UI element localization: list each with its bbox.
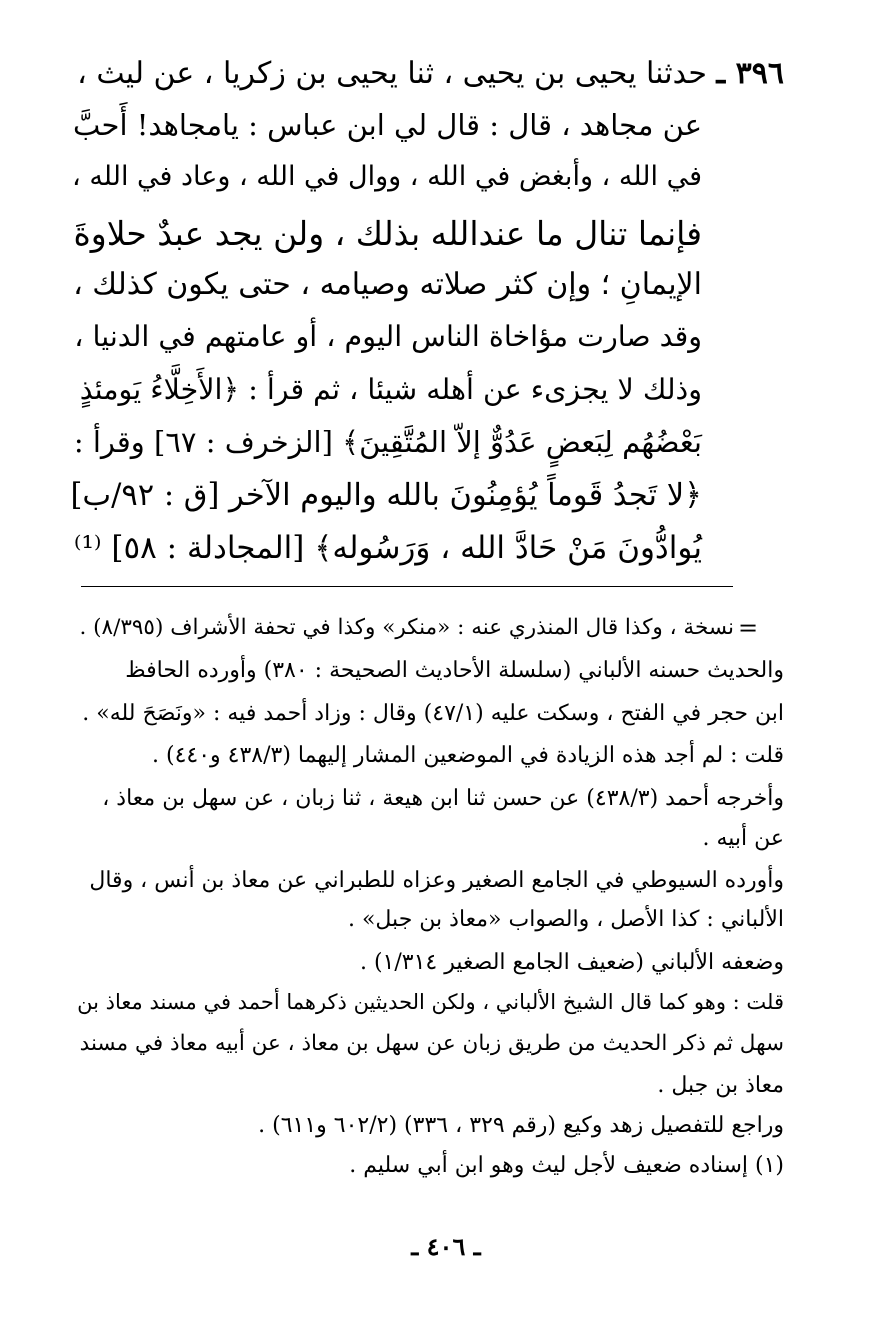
hadith-line-6: وقد صارت مؤاخاة الناس اليوم ، أو عامتهم في الدنيا ، (74, 320, 702, 353)
footnote-divider (81, 586, 733, 587)
hadith-line-2: عن مجاهد ، قال : قال لي ابن عباس : يامجاهد! أَحبَّ (73, 108, 702, 142)
footnote-line-3: ابن حجر في الفتح ، وسكت عليه (٤٧/١) وقال : وزاد أحمد فيه : «ونَصَحَ لله» . (82, 701, 784, 726)
hadith-line-8: بَعْضُهُم لِبَعضٍ عَدُوٌّ إلاّ المُتَّقِينَ﴾ [الزخرف : ٦٧] وقرأ : (73, 425, 702, 459)
hadith-number: ٣٩٦ ـ (716, 56, 784, 91)
footnote-line-1: نسخة ، وكذا قال المنذري عنه : «منكر» وكذا في تحفة الأشراف (٨/٣٩٥) . (79, 615, 734, 640)
hadith-line-7: وذلك لا يجزىء عن أهله شيئا ، ثم قرأ : ﴿الأَخِلَّاءُ يَومئذٍ (79, 373, 702, 406)
page-number: ـ ٤٠٦ ـ (411, 1232, 481, 1261)
footnote-line-8: الألباني : كذا الأصل ، والصواب «معاذ بن جبل» . (347, 907, 784, 932)
footnote-line-12: معاذ بن جبل . (657, 1073, 784, 1098)
footnote-line-14: (١) إسناده ضعيف لأجل ليث وهو ابن أبي سليم . (349, 1153, 784, 1178)
footnote-line-9: وضعفه الألباني (ضعيف الجامع الصغير ١/٣١٤) . (359, 950, 784, 975)
footnote-line-13: وراجع للتفصيل زهد وكيع (رقم ٣٢٩ ، ٣٣٦) (٦٠٢/٢ و٦١١) . (258, 1113, 784, 1138)
hadith-line-1: ٣٩٦ ـ حدثنا يحيى بن يحيى ، ثنا يحيى بن زكريا ، عن ليث ، (77, 56, 784, 91)
hadith-line-4: فإنما تنال ما عندالله بذلك ، ولن يجد عبدٌ حلاوةَ (73, 214, 702, 253)
footnote-line-4: قلت : لم أجد هذه الزيادة في الموضعين المشار إليهما (٤٣٨/٣ و٤٤٠) . (152, 743, 784, 768)
footnote-line-11: سهل ثم ذكر الحديث من طريق زبان عن سهل بن معاذ ، عن أبيه معاذ في مسند (79, 1031, 784, 1056)
footnote-line-10: قلت : وهو كما قال الشيخ الألباني ، ولكن الحديثين ذكرهما أحمد في مسند معاذ بن (77, 990, 784, 1014)
hadith-line-3: في الله ، وأبغض في الله ، ووال في الله ، وعاد في الله ، (72, 161, 702, 192)
hadith-line-9: ﴿لا تَجدُ قَوماً يُؤمِنُونَ بالله واليوم الآخر [ق : ٩٢/ب] (70, 478, 702, 513)
footnote-line-2: والحديث حسنه الألباني (سلسلة الأحاديث الصحيحة : ٣٨٠) وأورده الحافظ (125, 658, 784, 683)
hadith-line-5: الإيمانِ ؛ وإن كثر صلاته وصيامه ، حتى يكون كذلك ، (73, 267, 702, 302)
continuation-mark: = (738, 614, 759, 642)
footnote-line-7: وأورده السيوطي في الجامع الصغير وعزاه للطبراني عن معاذ بن أنس ، وقال (89, 868, 784, 893)
footnote-line-5: وأخرجه أحمد (٤٣٨/٣) عن حسن ثنا ابن هيعة ، ثنا زبان ، عن سهل بن معاذ ، (102, 786, 784, 811)
hadith-line-10: يُوادُّونَ مَنْ حَادَّ الله ، وَرَسُوله﴾ [المجادلة : ٥٨] ⁽¹⁾ (73, 530, 702, 566)
footnote-line-6: عن أبيه . (702, 826, 784, 851)
